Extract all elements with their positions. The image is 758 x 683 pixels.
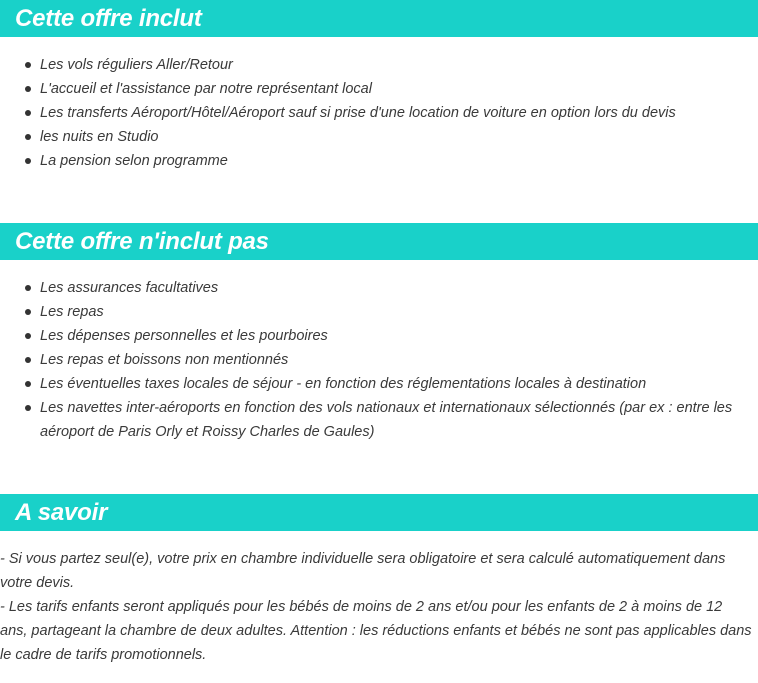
included-section-title: Cette offre inclut	[0, 0, 758, 37]
list-item: Les dépenses personnelles et les pourboires	[0, 324, 740, 348]
savoir-paragraph: - Si vous partez seul(e), votre prix en chambre individuelle sera obligatoire et sera calculé automatiquement dans votre devis.	[0, 551, 726, 591]
excluded-list	[0, 276, 740, 444]
list-item: Les repas et boissons non mentionnés	[0, 348, 740, 372]
list-item: Les repas	[0, 300, 740, 324]
list-item: Les éventuelles taxes locales de séjour - en fonction des réglementations locales à destination	[0, 372, 740, 396]
list-item: L'accueil et l'assistance par notre représentant local	[0, 77, 740, 101]
list-item: Les navettes inter-aéroports en fonction des vols nationaux et internationaux sélectionnés (par ex : entre les aéroport de Paris Orly et Roissy Charles de Gaules)	[0, 396, 740, 444]
list-item: La pension selon programme	[0, 149, 740, 173]
list-item: Les transferts Aéroport/Hôtel/Aéroport sauf si prise d'une location de voiture en option lors du devis	[0, 101, 740, 125]
savoir-text	[0, 547, 752, 667]
excluded-section-title: Cette offre n'inclut pas	[0, 223, 758, 260]
list-item: les nuits en Studio	[0, 125, 740, 149]
savoir-paragraph: - Les tarifs enfants seront appliqués pour les bébés de moins de 2 ans et/ou pour les enfants de 2 à moins de 12 ans, partageant la chambre de deux adultes. Attention : les réductions enfants et bébés ne sont pas applicables dans le cadre de tarifs promotionnels.	[0, 599, 752, 663]
list-item: Les vols réguliers Aller/Retour	[0, 53, 740, 77]
list-item: Les assurances facultatives	[0, 276, 740, 300]
savoir-section-title: A savoir	[0, 494, 758, 531]
included-list	[0, 53, 740, 173]
